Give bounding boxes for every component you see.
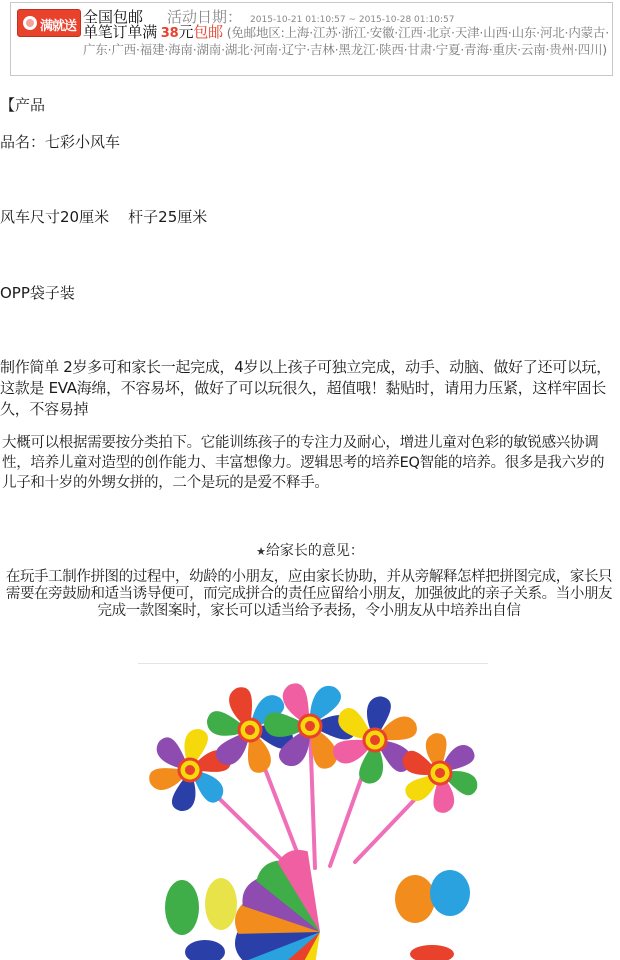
promo-dates: 2015-10-21 01:10:57 ~ 2015-10-28 01:10:57 [250,15,455,25]
parent-advice-title [0,540,620,560]
parent-advice-label: 给家长的意见： [265,543,364,559]
benefits-paragraph: 大概可以根据需要按分类拍下。它能训练孩子的专注力及耐心，增进儿童对色彩的敏锐感兴协调性，培养儿童对造型的创作能力、丰富想像力。逻辑思考的培养EQ智能的培养。很多是我六岁的儿子和十岁的外甥女拼的，二个是玩的是爱不释手。 [2,435,605,491]
promo-free-shipping: 包邮 [193,23,223,41]
eva-foam-piece [395,875,435,923]
promo-line2 [83,24,611,58]
parent-advice-paragraph: 在玩手工制作拼图的过程中，幼龄的小朋友，应由家长协助，并从旁解释怎样把拼图完成，家长只需要在旁鼓励和适当诱导便可，而完成拼合的责任应留给小朋友，加强彼此的亲子关系。当小朋友完成一款图案时，家长可以适当给予表扬，令小朋友从中培养出自信 [5,569,613,619]
product-name: 品名：七彩小风车 [0,133,121,151]
product-size: 风车尺寸20厘米 杆子25厘米 [0,208,208,226]
promo-badge-label: 满就送 [40,19,77,34]
eva-foam-piece [430,870,470,916]
promo-unit: 元 [178,23,194,41]
badge-dot-icon [23,16,37,30]
eva-foam-piece [410,945,454,960]
divider [138,663,488,664]
section-heading: 【产品 [0,96,46,114]
promo-regions: (免邮地区:上海·江苏·浙江·安徽·江西·北京·天津·山西·山东·河北·内蒙古·广东·广西·福建·海南·湖南·湖北·河南·辽宁·吉林·黑龙江·陕西·甘肃·宁夏·青海·重庆·云南·贵州·四川) [83,25,609,57]
intro-paragraph: 制作简单 2岁多可和家长一起完成，4岁以上孩子可独立完成，动手、动脑、做好了还可以玩，这款是 EVA海绵，不容易坏，做好了可以玩很久，超值哦！黏贴时，请用力压紧，这样牢固长久，不容易掉 [0,358,611,418]
promo-amount: 38 [160,26,179,41]
promo-badge [17,9,81,37]
eva-foam-piece [205,878,237,930]
promo-banner [10,2,613,76]
promo-lead: 单笔订单满 [83,23,158,41]
eva-foam-piece [165,880,199,935]
pinwheel [327,692,423,787]
promo-date-label: 活动日期： [167,8,243,26]
loose-pieces [165,846,470,960]
eva-foam-piece [185,940,225,960]
promo-title: 全国包邮 [83,8,144,26]
product-packaging: OPP袋子装 [0,284,75,302]
star-icon: ★ [256,545,266,558]
product-photo [0,670,620,960]
